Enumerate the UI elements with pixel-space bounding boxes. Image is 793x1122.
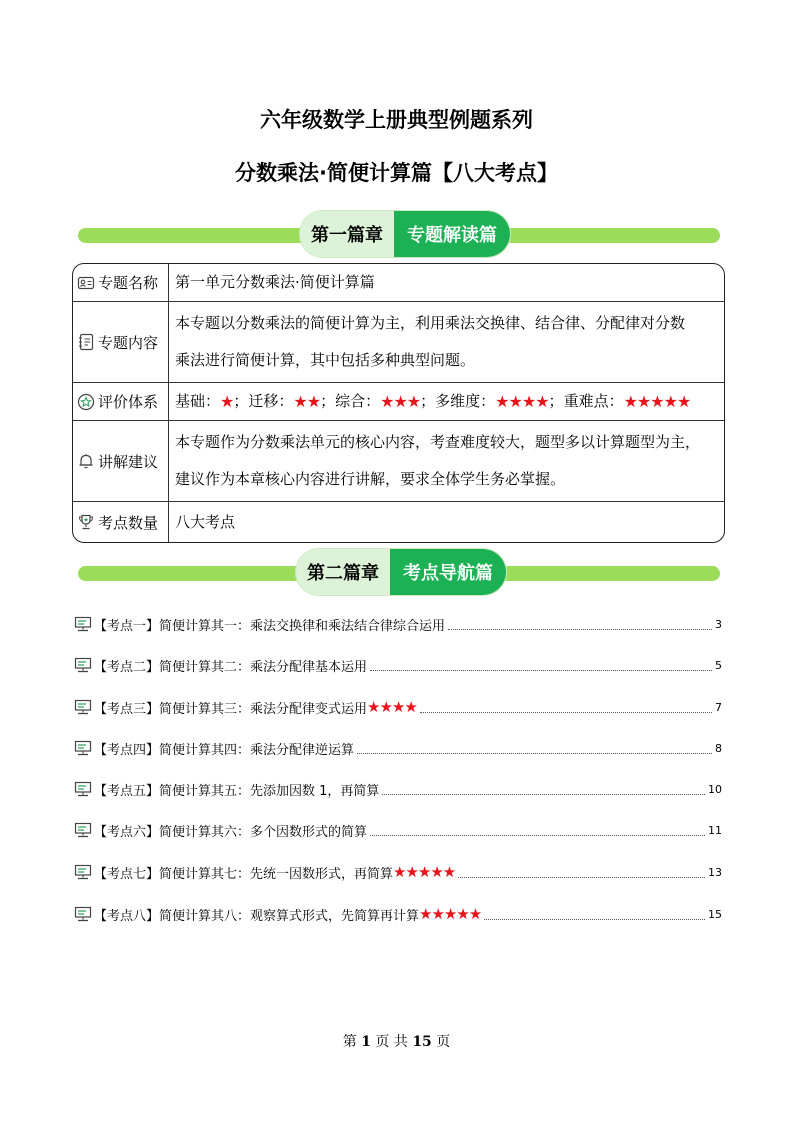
toc-entry[interactable] — [74, 697, 722, 717]
info-row-evaluation — [73, 383, 724, 421]
footer-suffix: 页 — [436, 1034, 451, 1050]
id-card-icon — [77, 274, 95, 292]
toc-entry[interactable] — [74, 779, 722, 799]
advice-line-1: 本专题作为分数乘法单元的核心内容，考查难度较大，题型多以计算题型为主， — [175, 433, 701, 451]
banner-pill — [296, 549, 506, 595]
page-footer — [0, 1031, 793, 1051]
eval-sep: ； — [548, 392, 564, 410]
toc-dot-leader — [448, 619, 712, 630]
presentation-board-icon — [74, 781, 92, 797]
banner-pill — [300, 211, 510, 257]
toc-dot-leader — [370, 660, 712, 671]
eval-label-basic: 基础： — [175, 392, 221, 410]
chapter-one-title: 专题解读篇 — [394, 211, 510, 257]
toc-entry[interactable] — [74, 904, 722, 924]
footer-current-page: 1 — [361, 1034, 371, 1050]
toc-entry-page: 11 — [708, 823, 722, 837]
toc-entry-stars: ★★★★★ — [393, 863, 456, 881]
chapter-two-label: 第二篇章 — [296, 549, 390, 595]
toc-dot-leader — [370, 825, 705, 836]
info-header-content — [73, 302, 169, 382]
topic-info-table — [72, 263, 725, 543]
toc-entry[interactable] — [74, 738, 722, 758]
eval-label-comprehensive: 综合： — [335, 392, 381, 410]
toc-entry-page: 13 — [708, 865, 722, 879]
toc-entry-title: 【考点三】简便计算其三：乘法分配律变式运用 — [94, 701, 368, 717]
info-header-name — [73, 264, 169, 301]
eval-stars-transfer: ★★ — [293, 392, 321, 411]
presentation-board-icon — [74, 657, 92, 673]
footer-middle: 页 共 — [375, 1034, 408, 1050]
toc-entry-title: 【考点六】简便计算其六：多个因数形式的简算 — [94, 824, 368, 840]
info-label-count: 考点数量 — [98, 513, 159, 532]
toc-dot-leader — [357, 743, 712, 754]
eval-label-key-difficult: 重难点： — [563, 392, 624, 410]
toc-dot-leader — [382, 784, 705, 795]
eval-sep: ； — [420, 392, 436, 410]
info-label-name: 专题名称 — [98, 274, 159, 292]
star-badge-icon — [77, 393, 95, 411]
notebook-icon — [77, 333, 95, 351]
chapter-one-label: 第一篇章 — [300, 211, 394, 257]
toc-entry-title: 【考点八】简便计算其八：观察算式形式，先简算再计算 — [94, 908, 420, 924]
eval-stars-multidimensional: ★★★★ — [495, 392, 549, 411]
info-label-advice: 讲解建议 — [98, 452, 159, 471]
presentation-board-icon — [74, 822, 92, 838]
info-row-count — [73, 502, 724, 542]
trophy-icon — [77, 513, 95, 531]
info-row-advice — [73, 421, 724, 502]
eval-label-transfer: 迁移： — [248, 392, 294, 410]
eval-sep: ； — [233, 392, 249, 410]
toc-entry[interactable] — [74, 614, 722, 634]
toc-dot-leader — [458, 867, 705, 878]
eval-stars-comprehensive: ★★★ — [380, 392, 421, 411]
document-subtitle: 分数乘法·简便计算篇【八大考点】 — [235, 161, 558, 185]
toc-entry[interactable] — [74, 820, 722, 840]
presentation-board-icon — [74, 616, 92, 632]
toc-entry-page: 15 — [708, 907, 722, 921]
chapter-one-banner — [78, 211, 720, 257]
toc-entry-page: 5 — [715, 658, 722, 672]
info-header-count — [73, 502, 169, 542]
info-value-evaluation — [169, 383, 724, 420]
info-value-advice — [169, 421, 724, 501]
toc-entry-page: 8 — [715, 741, 722, 755]
info-value-content — [169, 302, 724, 382]
footer-prefix: 第 — [342, 1034, 357, 1050]
chapter-two-banner — [78, 549, 720, 595]
info-row-content — [73, 302, 724, 383]
content-line-1: 本专题以分数乘法的简便计算为主，利用乘法交换律、结合律、分配律对分数 — [175, 314, 686, 332]
presentation-board-icon — [74, 740, 92, 756]
toc-entry-stars: ★★★★ — [367, 698, 417, 716]
toc-entry-title: 【考点五】简便计算其五：先添加因数 1，再简算 — [94, 783, 380, 799]
toc-entry-title: 【考点七】简便计算其七：先统一因数形式，再简算 — [94, 866, 394, 882]
toc-entry-title: 【考点一】简便计算其一：乘法交换律和乘法结合律综合运用 — [94, 618, 446, 634]
toc-dot-leader — [484, 909, 705, 920]
info-header-evaluation — [73, 383, 169, 420]
info-row-name — [73, 264, 724, 302]
toc-entry-page: 10 — [708, 782, 722, 796]
toc-entry-page: 3 — [715, 617, 722, 631]
presentation-board-icon — [74, 906, 92, 922]
chapter-two-title: 考点导航篇 — [390, 549, 506, 595]
info-value-name: 第一单元分数乘法·简便计算篇 — [175, 273, 375, 291]
eval-label-multidimensional: 多维度： — [435, 392, 496, 410]
presentation-board-icon — [74, 699, 92, 715]
toc-entry[interactable] — [74, 862, 722, 882]
info-label-evaluation: 评价体系 — [98, 393, 159, 411]
info-header-advice — [73, 421, 169, 501]
bell-icon — [77, 452, 95, 470]
document-title: 六年级数学上册典型例题系列 — [260, 108, 533, 132]
footer-total-pages: 15 — [412, 1034, 432, 1050]
info-label-content: 专题内容 — [98, 333, 159, 352]
toc-entry-title: 【考点二】简便计算其二：乘法分配律基本运用 — [94, 659, 368, 675]
advice-line-2: 建议作为本章核心内容进行讲解，要求全体学生务必掌握。 — [175, 470, 566, 488]
toc-entry[interactable] — [74, 655, 722, 675]
toc-dot-leader — [420, 702, 712, 713]
presentation-board-icon — [74, 864, 92, 880]
toc-entry-page: 7 — [715, 700, 722, 714]
eval-stars-basic: ★ — [220, 392, 234, 411]
eval-stars-key-difficult: ★★★★★ — [623, 392, 691, 411]
eval-sep: ； — [320, 392, 336, 410]
content-line-2: 乘法进行简便计算，其中包括多种典型问题。 — [175, 351, 476, 369]
toc-entry-title: 【考点四】简便计算其四：乘法分配律逆运算 — [94, 742, 355, 758]
toc-entry-stars: ★★★★★ — [419, 905, 482, 923]
info-value-count: 八大考点 — [175, 512, 236, 531]
